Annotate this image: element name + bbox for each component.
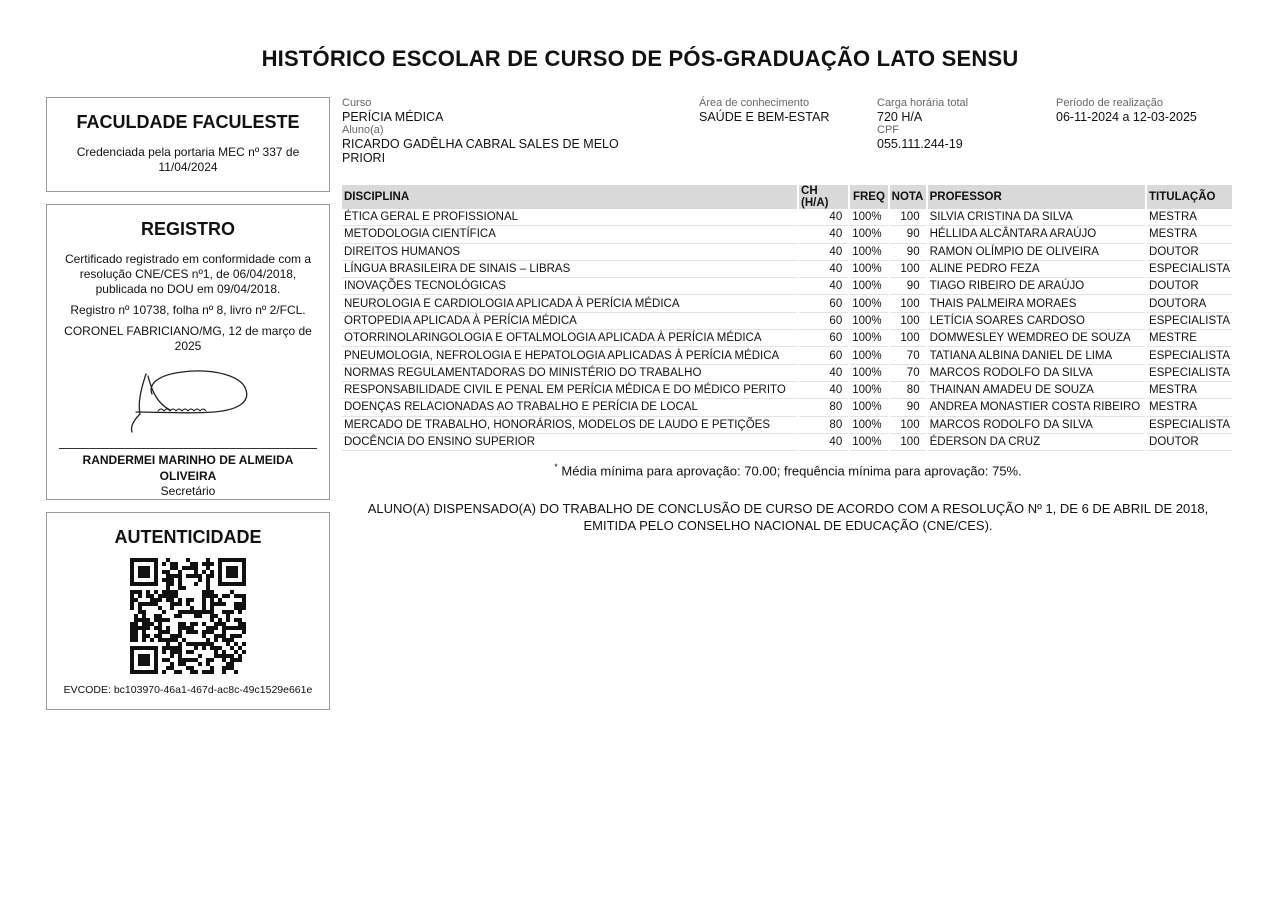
cell-ch: 60 — [798, 312, 849, 329]
table-row — [342, 226, 1233, 243]
cell-freq: 100% — [849, 209, 888, 226]
cell-disciplina: RESPONSABILIDADE CIVIL E PENAL EM PERÍCIA MÉDICA E DO MÉDICO PERITO — [342, 381, 798, 398]
curso-field — [342, 97, 443, 124]
cell-titulacao: ESPECIALISTA — [1146, 416, 1233, 433]
cell-disciplina: DOENÇAS RELACIONADAS AO TRABALHO E PERÍCIA DE LOCAL — [342, 399, 798, 416]
cell-freq: 100% — [849, 347, 888, 364]
header-disciplina: DISCIPLINA — [342, 185, 798, 209]
cell-nota: 70 — [889, 364, 927, 381]
cell-nota: 90 — [889, 243, 927, 260]
curso-label: Curso — [342, 97, 372, 109]
registro-heading: REGISTRO — [140, 219, 235, 239]
header-ch: CH (H/A) — [798, 185, 849, 209]
dispensa-line-2: EMITIDA PELO CONSELHO NACIONAL DE EDUCAÇÃO (CNE/CES). — [583, 518, 993, 533]
cell-nota: 100 — [889, 295, 927, 312]
header-freq: FREQ — [849, 185, 888, 209]
cell-ch: 60 — [798, 330, 849, 347]
registro-box — [46, 204, 330, 500]
cell-disciplina: LÍNGUA BRASILEIRA DE SINAIS – LIBRAS — [342, 260, 798, 277]
cell-freq: 100% — [849, 364, 888, 381]
registro-text-3: CORONEL FABRICIANO/MG, 12 de março de 2025 — [64, 324, 312, 353]
cell-disciplina: DIREITOS HUMANOS — [342, 243, 798, 260]
cell-titulacao: ESPECIALISTA — [1146, 312, 1233, 329]
aluno-value: RICARDO GADÊLHA CABRAL SALES DE MELO PRIORI — [342, 137, 619, 165]
evcode: EVCODE: bc103970-46a1-467d-ac8c-49c1529e661e — [63, 684, 313, 696]
registro-text-1: Certificado registrado em conformidade com a resolução CNE/CES nº1, de 06/04/2018, publicada no DOU em 09/04/2018. — [64, 252, 312, 296]
cell-ch: 40 — [798, 226, 849, 243]
cell-titulacao: MESTRA — [1146, 209, 1233, 226]
cell-professor: DOMWESLEY WEMDREO DE SOUZA — [927, 330, 1146, 347]
cell-nota: 100 — [889, 433, 927, 450]
cell-nota: 100 — [889, 416, 927, 433]
cell-nota: 90 — [889, 278, 927, 295]
cell-titulacao: DOUTOR — [1146, 433, 1233, 450]
cell-ch: 40 — [798, 209, 849, 226]
periodo-field — [1056, 97, 1197, 124]
cell-professor: ALINE PEDRO FEZA — [927, 260, 1146, 277]
cell-ch: 40 — [798, 364, 849, 381]
asterisk: * — [554, 462, 558, 472]
cell-freq: 100% — [849, 399, 888, 416]
cell-titulacao: MESTRA — [1146, 226, 1233, 243]
table-row — [342, 364, 1233, 381]
cell-nota: 100 — [889, 209, 927, 226]
periodo-label: Período de realização — [1056, 97, 1164, 109]
approval-text: Média mínima para aprovação: 70.00; frequência mínima para aprovação: 75%. — [561, 463, 1022, 479]
approval-note — [342, 462, 1234, 478]
grades-table — [342, 185, 1234, 451]
cell-freq: 100% — [849, 243, 888, 260]
carga-field — [877, 97, 968, 124]
signature-line — [59, 448, 317, 449]
cell-disciplina: OTORRINOLARINGOLOGIA E OFTALMOLOGIA APLICADA À PERÍCIA MÉDICA — [342, 330, 798, 347]
cell-freq: 100% — [849, 330, 888, 347]
table-row — [342, 399, 1233, 416]
table-row — [342, 416, 1233, 433]
cell-professor: ANDREA MONASTIER COSTA RIBEIRO — [927, 399, 1146, 416]
cell-professor: LETÍCIA SOARES CARDOSO — [927, 312, 1146, 329]
cell-titulacao: MESTRE — [1146, 330, 1233, 347]
document-title: HISTÓRICO ESCOLAR DE CURSO DE PÓS-GRADUAÇÃO LATO SENSU — [261, 46, 1019, 71]
cell-nota: 100 — [889, 312, 927, 329]
cell-ch: 80 — [798, 416, 849, 433]
carga-value: 720 H/A — [877, 110, 923, 124]
registro-text-2: Registro nº 10738, folha nº 8, livro nº 2/FCL. — [70, 303, 306, 317]
cell-titulacao: DOUTORA — [1146, 295, 1233, 312]
cell-ch: 40 — [798, 381, 849, 398]
cell-disciplina: PNEUMOLOGIA, NEFROLOGIA E HEPATOLOGIA APLICADAS À PERÍCIA MÉDICA — [342, 347, 798, 364]
aluno-label: Aluno(a) — [342, 124, 384, 136]
cell-nota: 100 — [889, 330, 927, 347]
cell-professor: MARCOS RODOLFO DA SILVA — [927, 364, 1146, 381]
table-row — [342, 312, 1233, 329]
cell-nota: 100 — [889, 260, 927, 277]
table-row — [342, 243, 1233, 260]
institution-name: FACULDADE FACULESTE — [76, 112, 300, 132]
cell-titulacao: DOUTOR — [1146, 278, 1233, 295]
cell-titulacao: ESPECIALISTA — [1146, 364, 1233, 381]
cell-freq: 100% — [849, 312, 888, 329]
cell-freq: 100% — [849, 295, 888, 312]
cpf-label: CPF — [877, 124, 899, 136]
cell-disciplina: INOVAÇÕES TECNOLÓGICAS — [342, 278, 798, 295]
cell-professor: ÉDERSON DA CRUZ — [927, 433, 1146, 450]
table-row — [342, 260, 1233, 277]
table-row — [342, 347, 1233, 364]
cell-disciplina: METODOLOGIA CIENTÍFICA — [342, 226, 798, 243]
cell-freq: 100% — [849, 433, 888, 450]
header-professor: PROFESSOR — [927, 185, 1146, 209]
cell-ch: 40 — [798, 260, 849, 277]
carga-label: Carga horária total — [877, 97, 969, 109]
cell-disciplina: NORMAS REGULAMENTADORAS DO MINISTÉRIO DO TRABALHO — [342, 364, 798, 381]
cell-nota: 90 — [889, 399, 927, 416]
cell-professor: HÉLLIDA ALCÂNTARA ARAÚJO — [927, 226, 1146, 243]
cell-ch: 40 — [798, 433, 849, 450]
header-nota: NOTA — [889, 185, 927, 209]
qr-code-icon[interactable] — [130, 558, 246, 674]
cell-nota: 80 — [889, 381, 927, 398]
table-header-row — [342, 185, 1233, 209]
cell-freq: 100% — [849, 381, 888, 398]
cpf-field — [877, 124, 963, 151]
cpf-value: 055.111.244-19 — [877, 137, 963, 151]
institution-box — [46, 97, 330, 192]
cell-titulacao: ESPECIALISTA — [1146, 260, 1233, 277]
cell-disciplina: ORTOPEDIA APLICADA À PERÍCIA MÉDICA — [342, 312, 798, 329]
cell-ch: 40 — [798, 243, 849, 260]
cell-freq: 100% — [849, 278, 888, 295]
table-row — [342, 330, 1233, 347]
signer-role: Secretário — [160, 484, 216, 498]
signer-name: RANDERMEI MARINHO DE ALMEIDA OLIVEIRA — [82, 453, 294, 483]
cell-disciplina: ÉTICA GERAL E PROFISSIONAL — [342, 209, 798, 226]
signature-image — [118, 362, 258, 442]
cell-disciplina: NEUROLOGIA E CARDIOLOGIA APLICADA À PERÍCIA MÉDICA — [342, 295, 798, 312]
cell-freq: 100% — [849, 416, 888, 433]
cell-ch: 60 — [798, 295, 849, 312]
cell-titulacao: ESPECIALISTA — [1146, 347, 1233, 364]
table-row — [342, 433, 1233, 450]
area-value: SAÚDE E BEM-ESTAR — [699, 110, 830, 124]
table-row — [342, 381, 1233, 398]
institution-accreditation: Credenciada pela portaria MEC nº 337 de 11/04/2024 — [76, 145, 300, 174]
area-field — [699, 97, 829, 124]
cell-nota: 90 — [889, 226, 927, 243]
cell-titulacao: MESTRA — [1146, 381, 1233, 398]
cell-professor: TIAGO RIBEIRO DE ARAÚJO — [927, 278, 1146, 295]
cell-professor: SILVIA CRISTINA DA SILVA — [927, 209, 1146, 226]
area-label: Área de conhecimento — [699, 97, 810, 109]
cell-professor: RAMON OLÍMPIO DE OLIVEIRA — [927, 243, 1146, 260]
cell-titulacao: DOUTOR — [1146, 243, 1233, 260]
cell-ch: 80 — [798, 399, 849, 416]
autenticidade-heading: AUTENTICIDADE — [114, 527, 262, 547]
curso-value: PERÍCIA MÉDICA — [342, 110, 444, 124]
aluno-field — [342, 124, 662, 165]
cell-professor: TATIANA ALBINA DANIEL DE LIMA — [927, 347, 1146, 364]
cell-ch: 60 — [798, 347, 849, 364]
cell-freq: 100% — [849, 260, 888, 277]
table-row — [342, 295, 1233, 312]
header-titulacao: TITULAÇÃO — [1146, 185, 1233, 209]
cell-disciplina: DOCÊNCIA DO ENSINO SUPERIOR — [342, 433, 798, 450]
cell-nota: 70 — [889, 347, 927, 364]
periodo-value: 06-11-2024 a 12-03-2025 — [1056, 110, 1197, 124]
table-row — [342, 209, 1233, 226]
cell-freq: 100% — [849, 226, 888, 243]
cell-titulacao: MESTRA — [1146, 399, 1233, 416]
table-row — [342, 278, 1233, 295]
tcc-dispensa-note — [342, 500, 1234, 534]
dispensa-line-1: ALUNO(A) DISPENSADO(A) DO TRABALHO DE CONCLUSÃO DE CURSO DE ACORDO COM A RESOLUÇÃO Nº 1, DE 6 DE ABRIL DE 2018, — [367, 501, 1209, 516]
autenticidade-box — [46, 512, 330, 710]
cell-professor: THAINAN AMADEU DE SOUZA — [927, 381, 1146, 398]
cell-ch: 40 — [798, 278, 849, 295]
cell-disciplina: MERCADO DE TRABALHO, HONORÁRIOS, MODELOS DE LAUDO E PETIÇÕES — [342, 416, 798, 433]
cell-professor: THAIS PALMEIRA MORAES — [927, 295, 1146, 312]
cell-professor: MARCOS RODOLFO DA SILVA — [927, 416, 1146, 433]
